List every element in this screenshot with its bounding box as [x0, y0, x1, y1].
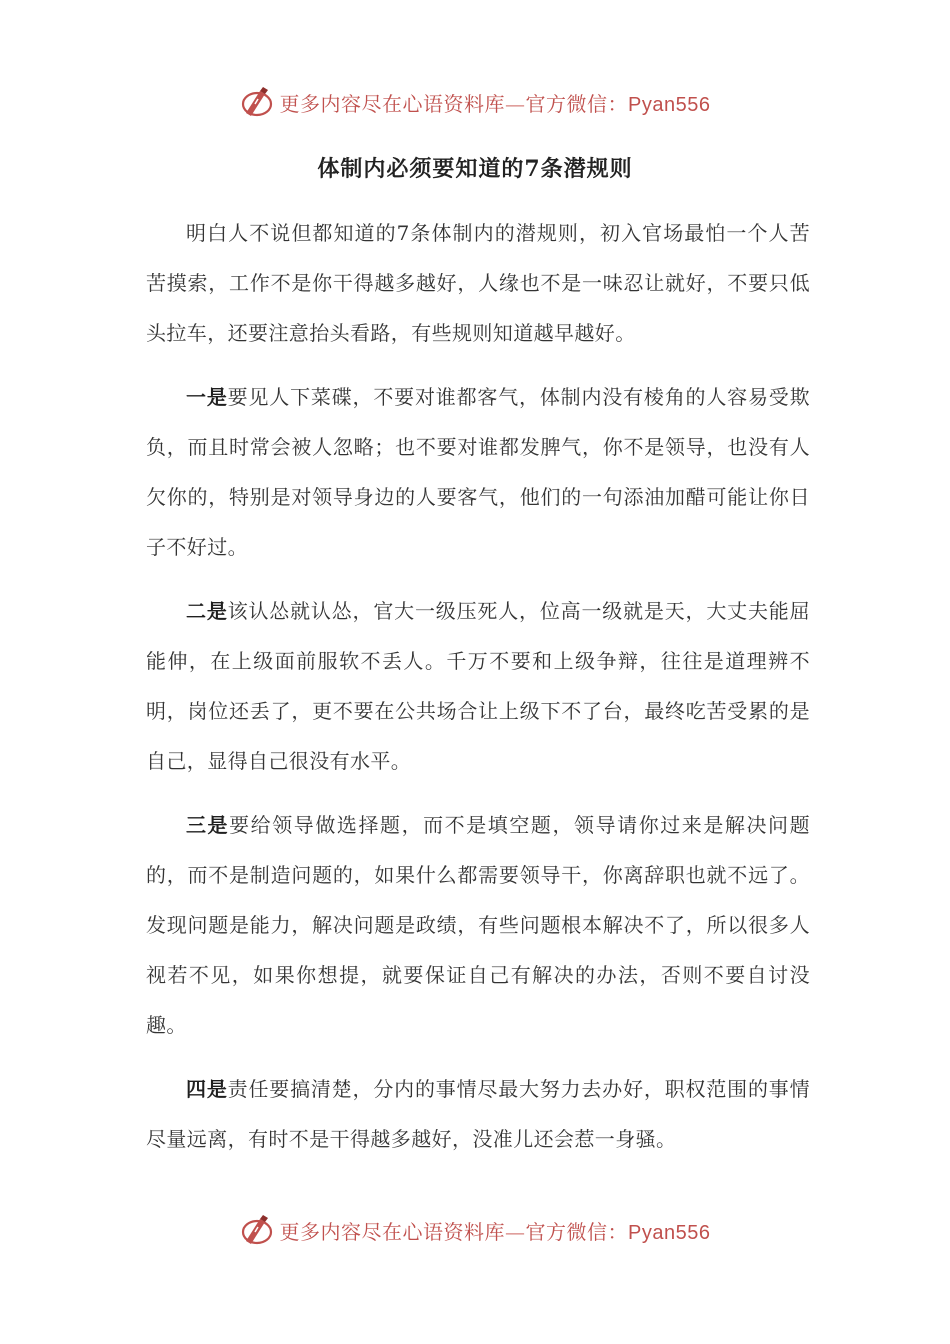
footer-banner [0, 1208, 950, 1252]
document-title: 体制内必须要知道的7条潜规则 [317, 156, 633, 182]
banner-wechat-id: Pyan556 [628, 93, 711, 116]
banner-text [280, 88, 711, 117]
rule-lead: 二是 [186, 599, 228, 623]
intro-paragraph: 明白人不说但都知道的7条体制内的潜规则，初入官场最怕一个人苦苦摸索，工作不是你干得越多越好，人缘也不是一味忍让就好，不要只低头拉车，还要注意抬头看路，有些规则知道越早越好。 [146, 221, 810, 345]
rule-paragraph-3 [146, 800, 810, 1050]
rule-text: 要给领导做选择题，而不是填空题，领导请你过来是解决问题的，而不是制造问题的，如果什么都需要领导干，你离辞职也就不远了。发现问题是能力，解决问题是政绩，有些问题根本解决不了，所以很多人视若不见，如果你想提，就要保证自己有解决的办法，否则不要自讨没趣。 [146, 813, 810, 1037]
banner-wechat-id: Pyan556 [628, 1221, 711, 1244]
banner-brand: 更多内容尽在心语资料库 [279, 91, 506, 116]
pen-nib-logo-icon [240, 85, 274, 119]
header-banner [0, 80, 950, 124]
banner-separator: — [505, 91, 526, 116]
rule-lead: 三是 [186, 813, 230, 837]
rule-text: 要见人下菜碟，不要对谁都客气，体制内没有棱角的人容易受欺负，而且时常会被人忽略；也不要对谁都发脾气，你不是领导，也没有人欠你的，特别是对领导身边的人要客气，他们的一句添油加醋可能让你日子不好过。 [146, 385, 810, 559]
banner-text [280, 1216, 711, 1245]
rule-text: 该认怂就认怂，官大一级压死人，位高一级就是天，大丈夫能屈能伸，在上级面前服软不丢人。千万不要和上级争辩，往往是道理辨不明，岗位还丢了，更不要在公共场合让上级下不了台，最终吃苦受累的是自己，显得自己很没有水平。 [146, 599, 810, 773]
rule-text: 责任要搞清楚，分内的事情尽最大努力去办好，职权范围的事情尽量远离，有时不是干得越多越好，没准儿还会惹一身骚。 [146, 1077, 810, 1151]
banner-wechat-label: 官方微信： [525, 1219, 629, 1244]
rule-lead: 四是 [186, 1077, 228, 1101]
document-body [146, 208, 810, 1178]
banner-brand: 更多内容尽在心语资料库 [279, 1219, 506, 1244]
banner-wechat-label: 官方微信： [525, 91, 629, 116]
pen-nib-logo-icon [240, 1213, 274, 1247]
rule-lead: 一是 [186, 385, 228, 409]
rule-paragraph-4 [146, 1064, 810, 1164]
rule-paragraph-1 [146, 372, 810, 572]
rule-paragraph-2 [146, 586, 810, 786]
banner-separator: — [505, 1219, 526, 1244]
